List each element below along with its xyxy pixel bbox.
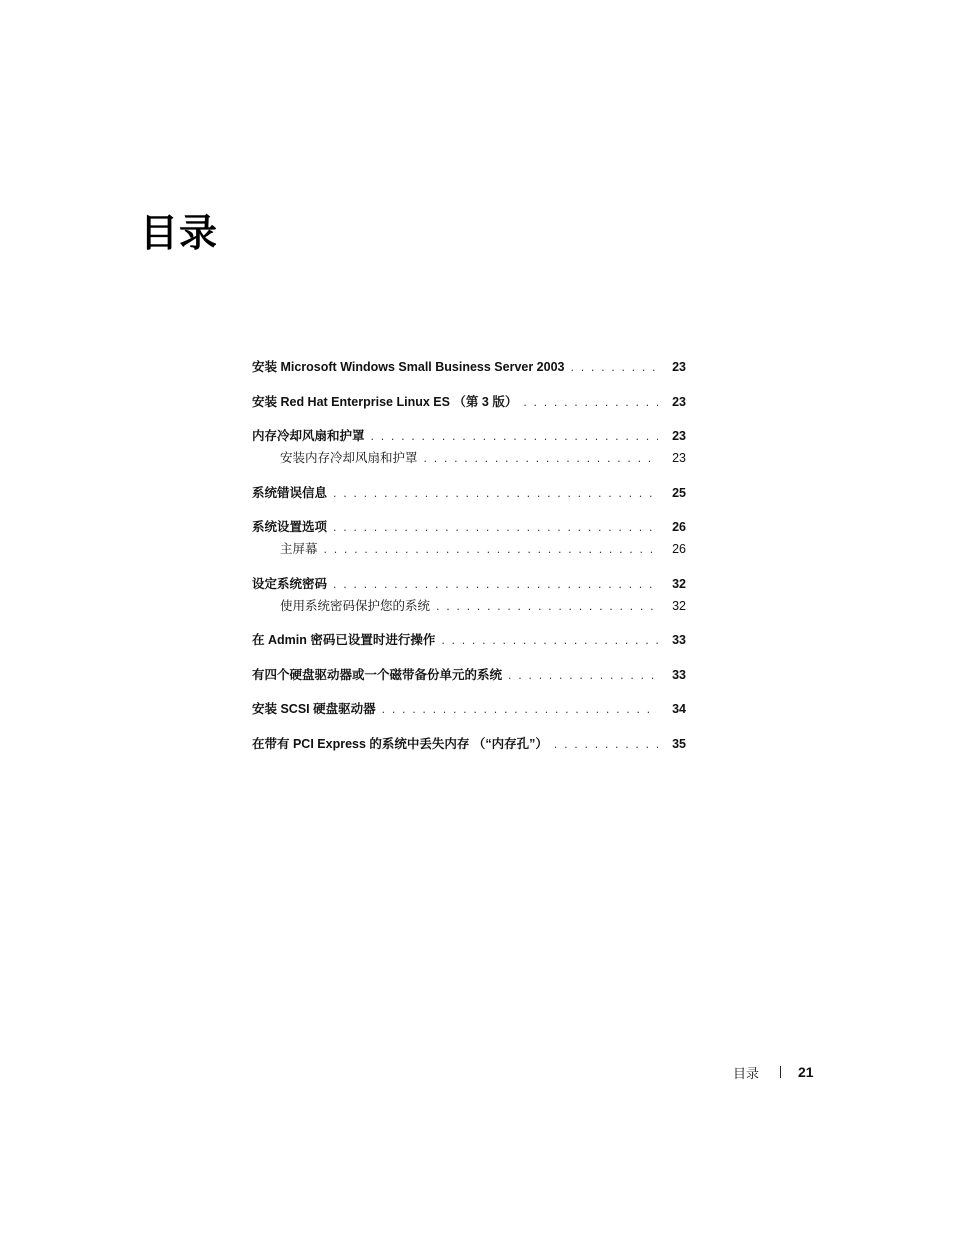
toc-leader-dots <box>418 448 658 470</box>
toc-entry-page: 23 <box>672 429 686 443</box>
footer-page-number: 21 <box>798 1064 814 1080</box>
toc-entry-label: 在带有 PCI Express 的系统中丢失内存 （“内存孔”） <box>252 736 548 751</box>
toc-entry-page: 34 <box>672 702 686 716</box>
toc-entry-page: 33 <box>672 633 686 647</box>
toc-entry-label: 安装 SCSI 硬盘驱动器 <box>252 702 376 716</box>
toc-entry[interactable] <box>252 698 686 720</box>
toc-entry-label: 安装 Microsoft Windows Small Business Server 2003 <box>252 360 565 374</box>
toc-entry-page: 25 <box>672 485 686 500</box>
footer-section-title: 目录 <box>733 1066 760 1082</box>
toc-leader-dots <box>548 734 658 756</box>
toc-leader-dots <box>365 426 658 448</box>
toc-entry-page: 23 <box>672 360 686 374</box>
toc-entry-label: 系统设置选项 <box>252 520 328 534</box>
toc-subentry[interactable] <box>252 595 686 617</box>
toc-entry-page: 35 <box>672 736 686 751</box>
toc-leader-dots <box>430 596 658 618</box>
toc-entry-label: 设定系统密码 <box>252 576 328 591</box>
page-title: 目录 <box>140 211 219 255</box>
toc-leader-dots <box>565 357 659 379</box>
toc-entry-label: 系统错误信息 <box>252 485 328 500</box>
toc-leader-dots <box>318 539 658 561</box>
toc-entry[interactable] <box>252 573 686 595</box>
toc-entry[interactable] <box>252 425 686 447</box>
toc-entry-page: 23 <box>672 394 686 409</box>
page-footer <box>733 1062 814 1082</box>
toc-entry[interactable] <box>252 733 686 755</box>
toc-entry-label: 在 Admin 密码已设置时进行操作 <box>252 633 436 647</box>
toc-entry-label: 有四个硬盘驱动器或一个磁带备份单元的系统 <box>252 667 503 682</box>
toc-subentry[interactable] <box>252 538 686 560</box>
toc-leader-dots <box>502 665 658 687</box>
toc-entry-page: 26 <box>672 542 686 556</box>
toc-entry-page: 32 <box>672 598 686 613</box>
toc-leader-dots <box>376 699 658 721</box>
toc-entry-label: 主屏幕 <box>280 542 318 556</box>
toc-entry[interactable] <box>252 356 686 378</box>
toc-subentry[interactable] <box>252 447 686 469</box>
toc-entry-label: 内存冷却风扇和护罩 <box>252 429 365 443</box>
toc-leader-dots <box>517 392 658 414</box>
toc-entry-label: 安装 Red Hat Enterprise Linux ES （第 3 版） <box>252 394 518 409</box>
toc-entry-page: 32 <box>672 576 686 591</box>
toc-entry[interactable] <box>252 629 686 651</box>
toc-entry-label: 安装内存冷却风扇和护罩 <box>280 451 418 465</box>
toc-entry-page: 26 <box>672 520 686 534</box>
toc-entry-label: 使用系统密码保护您的系统 <box>280 598 431 613</box>
toc-entry[interactable] <box>252 391 686 413</box>
toc-leader-dots <box>327 483 658 505</box>
toc-entry[interactable] <box>252 516 686 538</box>
toc-entry-page: 23 <box>672 451 686 465</box>
toc-leader-dots <box>327 517 658 539</box>
footer-divider <box>780 1066 781 1078</box>
table-of-contents <box>252 356 686 755</box>
toc-entry[interactable] <box>252 664 686 686</box>
toc-leader-dots <box>435 630 658 652</box>
toc-leader-dots <box>327 574 658 596</box>
toc-entry[interactable] <box>252 482 686 504</box>
toc-entry-page: 33 <box>672 667 686 682</box>
